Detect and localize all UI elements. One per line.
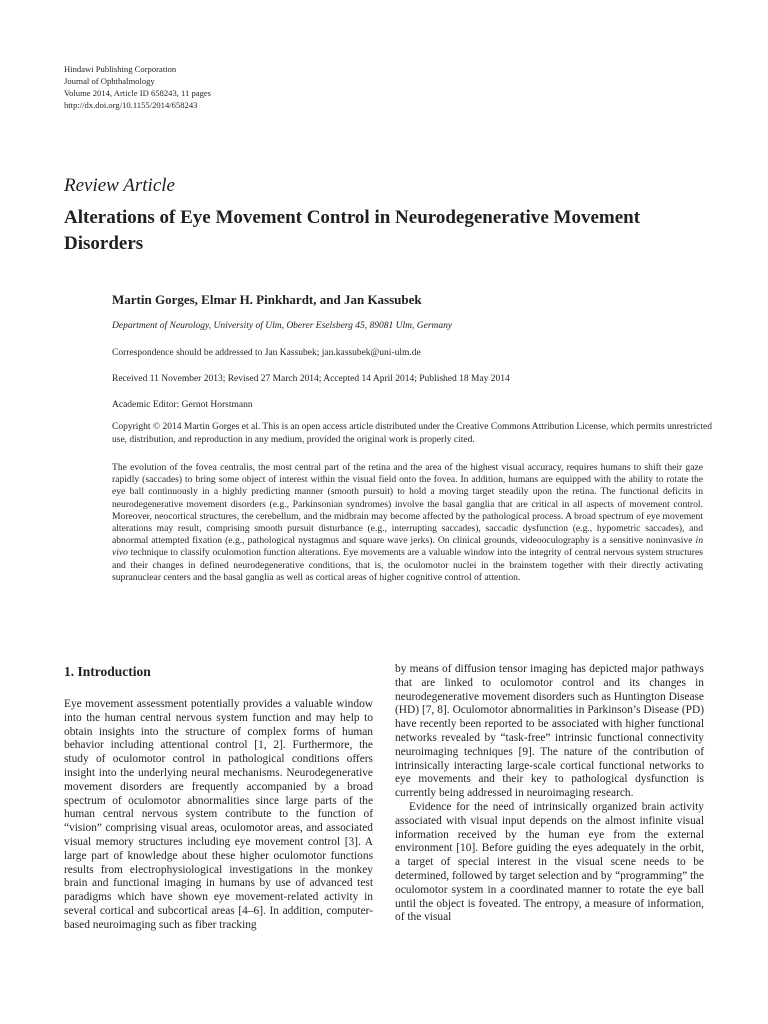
author-list: Martin Gorges, Elmar H. Pinkhardt, and Jan Kassubek bbox=[112, 292, 422, 307]
left-column bbox=[64, 663, 373, 933]
correspondence: Correspondence should be addressed to Jan Kassubek; jan.kassubek@uni-ulm.de bbox=[112, 348, 421, 358]
body-paragraph: by means of diffusion tensor imaging has depicted major pathways that are linked to oculomotor control and its changes in neurodegenerative movement disorders such as Huntington Disease (HD) [7, 8]. Oculomotor abnormalities in Parkinson’s Disease (PD) have recently been reported to be associated with higher functional networks revealed by “task-free” intrinsic functional connectivity neuroimaging techniques [9]. The nature of the contribution of intrinsically interacting large-scale cortical functional networks to eye movements and their key to pathological dysfunction is currently being addressed in neuroimaging research. bbox=[395, 663, 704, 800]
doi-link[interactable]: http://dx.doi.org/10.1155/2014/658243 bbox=[64, 100, 198, 110]
article-title: Alterations of Eye Movement Control in Neurodegenerative Movement Disorders bbox=[64, 207, 641, 254]
abstract-text-part1: The evolution of the fovea centralis, the most central part of the retina and the area of the highest visual accuracy, requires humans to shift their gaze rapidly (saccades) to bring some object of interest within the visual field onto the fovea. In addition, humans are equipped with the ability to rotate the eye ball continuously in a highly predicting manner (smooth pursuit) to hold a moving target steadily upon the retina. The functional deficits in neurodegenerative movement disorders (e.g., Parkinsonian syndromes) involve the basal ganglia that are critical in all aspects of movement control. Moreover, neocortical structures, the cerebellum, and the midbrain may become affected by the pathological process. A broad spectrum of eye movement alterations may result, comprising smooth pursuit disturbance (e.g., interrupting saccades), saccadic dysfunction (e.g., hypometric saccades), and abnormal attempted fixation (e.g., pathological nystagmus and square wave jerks). On clinical grounds, videooculography is a sensitive noninvasive bbox=[112, 462, 703, 547]
body-paragraph: Evidence for the need of intrinsically organized brain activity associated with visual input depends on the almost infinite visual information received by the human eye from the external environment [10]. Before guiding the eyes adequately in the orbit, a target of special interest in the visual scene needs to be determined, followed by target selection and by “programming” the oculomotor system in a coordinated manner to rotate the eye ball until the object is foveated. The entropy, a measure of information, of the visual bbox=[395, 800, 704, 924]
abstract bbox=[112, 462, 703, 584]
section-heading: 1. Introduction bbox=[64, 664, 151, 679]
copyright-notice: Copyright © 2014 Martin Gorges et al. This is an open access article distributed under the Creative Commons Attribution License, which permits unrestricted use, distribution, and reproduction in any medium, provided the original work is properly cited. bbox=[112, 422, 712, 445]
affiliation: Department of Neurology, University of Ulm, Oberer Eselsberg 45, 89081 Ulm, Germany bbox=[112, 321, 453, 331]
publication-dates: Received 11 November 2013; Revised 27 March 2014; Accepted 14 April 2014; Published 18 May 2014 bbox=[112, 374, 510, 384]
academic-editor: Academic Editor: Gernot Horstmann bbox=[112, 400, 253, 410]
abstract-emphasis: in vivo bbox=[112, 535, 703, 559]
article-type: Review Article bbox=[64, 175, 175, 196]
journal-masthead bbox=[64, 63, 211, 111]
right-column bbox=[395, 663, 704, 925]
body-paragraph: Eye movement assessment potentially provides a valuable window into the human central nervous system function and may help to obtain insights into the structure of complex forms of human behavior including attentional control [1, 2]. Furthermore, the study of oculomotor control in pathological conditions offers insight into the underlying neural mechanisms. Neurodegenerative movement disorders are frequently accompanied by a broad spectrum of oculomotor abnormalities since large parts of the human central nervous system contribute to the function of “vision” comprising visual areas, oculomotor areas, and associated visual memory structures including eye movement control [3]. A large part of knowledge about these higher oculomotor functions results from electrophysiological investigations in the monkey brain and functional imaging in humans by use of advanced test paradigms which have shown eye movement-related activity in several cortical and subcortical areas [4–6]. In addition, computer-based neuroimaging such as fiber tracking bbox=[64, 698, 373, 931]
journal-name: Journal of Ophthalmology bbox=[64, 76, 155, 86]
publisher-name: Hindawi Publishing Corporation bbox=[64, 64, 177, 74]
volume-info: Volume 2014, Article ID 658243, 11 pages bbox=[64, 88, 212, 98]
abstract-text-part2: technique to classify oculomotion function alterations. Eye movements are a valuable window into the integrity of central nervous system structures and their changes in defined neurodegenerative conditions, that is, the oculomotor nuclei in the brainstem together with their directly activating supranuclear centers and the basal ganglia as well as cortical areas of higher cognitive control of attention. bbox=[112, 547, 703, 583]
